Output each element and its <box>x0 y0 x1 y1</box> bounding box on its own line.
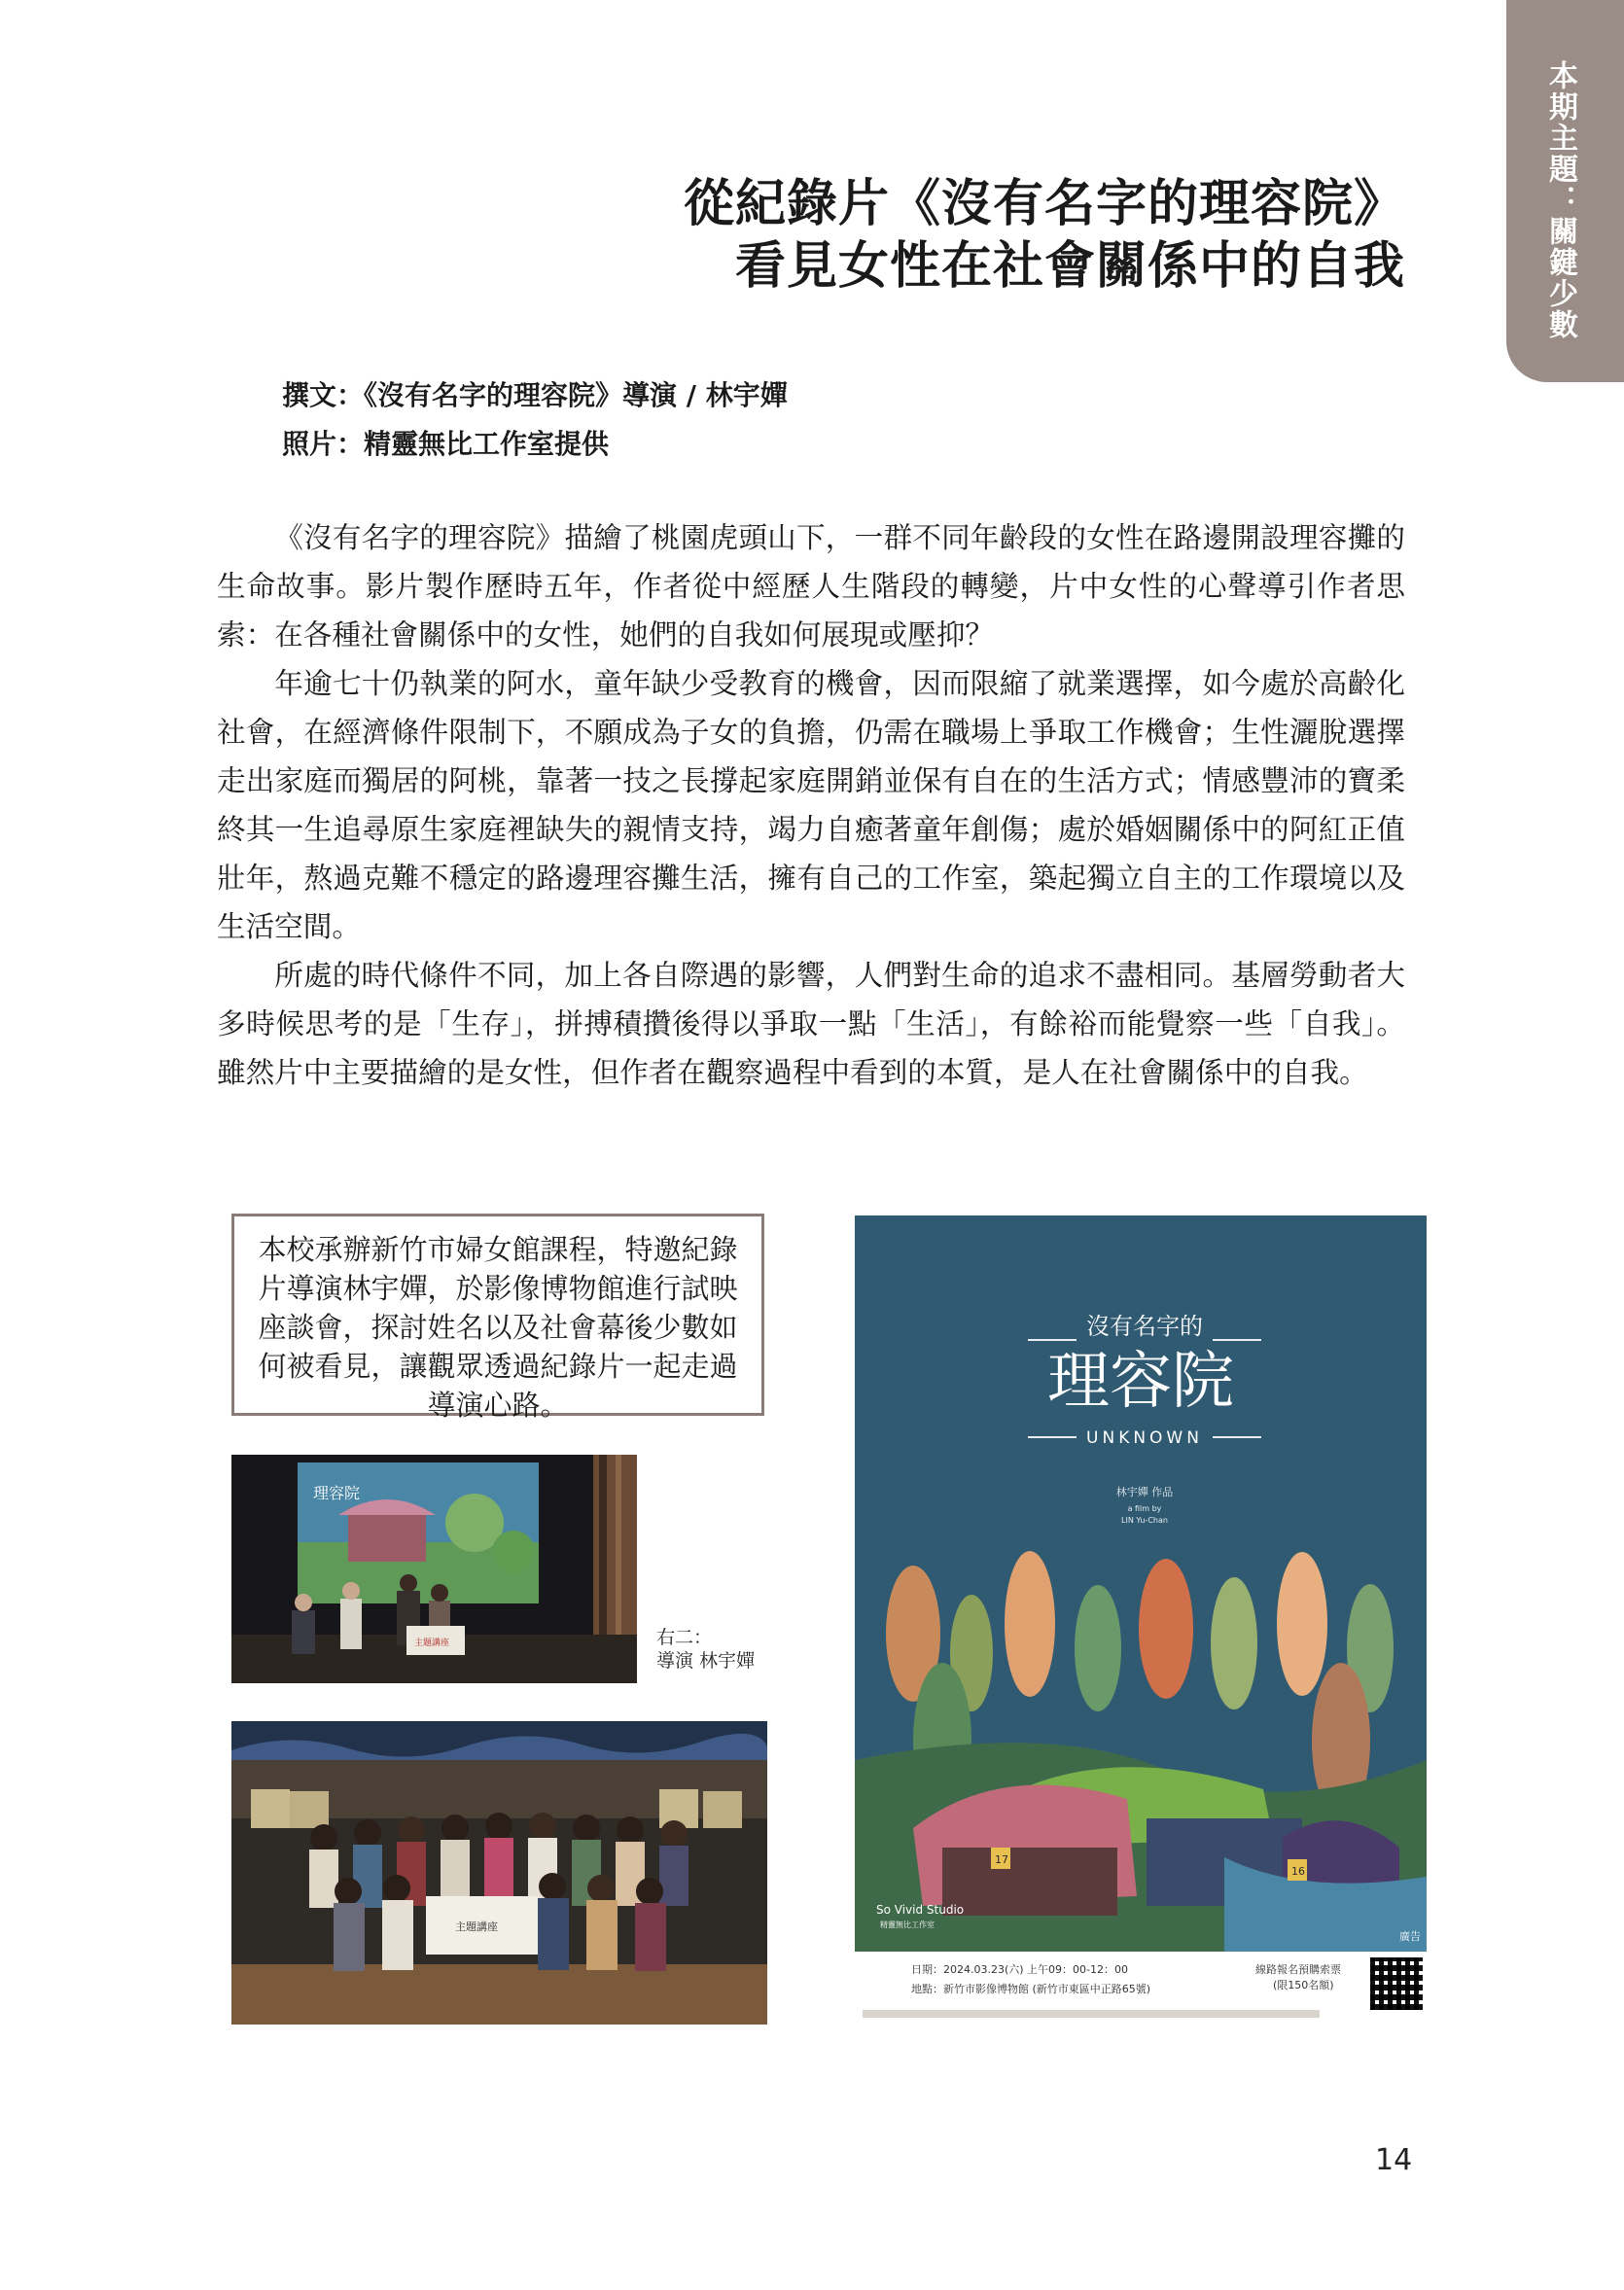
poster-subtitle: UNKNOWN <box>1086 1428 1203 1448</box>
poster-date: 日期：2024.03.23(六) 上午09：00-12：00 <box>911 1963 1129 1976</box>
paragraph: 年逾七十仍執業的阿水，童年缺少受教育的機會，因而限縮了就業選擇，如今處於高齡化社會，在經濟條件限制下，不願成為子女的負擔，仍需在職場上爭取工作機會；生性灑脫選擇走出家庭而獨居的阿桃，靠著一技之長撐起家庭開銷並保有自在的生活方式；情感豐沛的寶柔終其一生追尋原生家庭裡缺失的親情支持，竭力自癒著童年創傷；處於婚姻關係中的阿紅正值壯年，熬過克難不穩定的路邊理容攤生活，擁有自己的工作室，築起獨立自主的工作環境以及生活空間。 <box>217 667 1405 943</box>
poster-location: 地點：新竹市影像博物館 (新竹市東區中正路65號) <box>911 1983 1151 1995</box>
page-number: 14 <box>1375 2143 1413 2177</box>
screening-photo-image <box>231 1455 637 1683</box>
poster-limit: (限150名額) <box>1273 1979 1334 1991</box>
group-photo <box>231 1721 767 2025</box>
poster-title-large: 理容院 <box>1047 1346 1234 1418</box>
title-line-2: 看見女性在社會關係中的自我 <box>734 237 1405 296</box>
photo-caption <box>656 1626 755 1673</box>
byline <box>282 371 788 469</box>
group-photo-image <box>231 1721 767 2025</box>
screening-photo <box>231 1455 637 1683</box>
poster-studio: So Vivid Studio <box>876 1903 965 1917</box>
article-body <box>217 513 1405 1097</box>
qr-code-icon <box>1370 1957 1423 2010</box>
poster-credit-1: a film by <box>1127 1504 1162 1513</box>
poster-info-strip <box>855 1952 1427 2029</box>
article-title <box>684 173 1405 298</box>
paragraph: 所處的時代條件不同，加上各自際遇的影響，人們對生命的追求不盡相同。基層勞動者大多時候思考的是「生存」，拼搏積攢後得以爭取一點「生活」，有餘裕而能覺察一些「自我」。雖然片中主要描繪的是女性，但作者在觀察過程中看到的本質，是人在社會關係中的自我。 <box>217 959 1405 1089</box>
film-poster <box>855 1215 1427 1952</box>
poster-studio-sub: 精靈無比工作室 <box>880 1920 935 1929</box>
poster-registration: 線路報名預購索票 <box>1255 1963 1341 1976</box>
title-line-1: 從紀錄片《沒有名字的理容院》 <box>683 175 1405 233</box>
paragraph: 《沒有名字的理容院》描繪了桃園虎頭山下，一群不同年齡段的女性在路邊開設理容攤的生命故事。影片製作歷時五年，作者從中經歷人生階段的轉變，片中女性的心聲導引作者思索：在各種社會關係中的女性，她們的自我如何展現或壓抑？ <box>217 521 1405 652</box>
photo-credit: 照片：精靈無比工作室提供 <box>282 428 610 460</box>
author-credit: 撰文：《沒有名字的理容院》導演 / 林宇嬋 <box>282 379 788 411</box>
panel-sign-text: 主題講座 <box>414 1638 450 1648</box>
poster-image <box>855 1215 1427 1952</box>
photo-caption-line-1: 右二： <box>656 1627 713 1648</box>
group-sign-text: 主題講座 <box>455 1920 498 1933</box>
poster-credit-2: LIN Yu-Chan <box>1121 1516 1168 1525</box>
photo-caption-line-2: 導演 林宇嬋 <box>656 1650 756 1672</box>
sponsor-strip <box>863 2010 1320 2018</box>
tent-number: 17 <box>995 1853 1008 1866</box>
tent-number: 16 <box>1291 1865 1305 1878</box>
poster-ad-label: 廣告 <box>1399 1930 1421 1943</box>
poster-title-small: 沒有名字的 <box>1086 1313 1203 1340</box>
screen-title: 理容院 <box>313 1484 361 1502</box>
caption-box: 本校承辦新竹市婦女館課程，特邀紀錄片導演林宇嬋，於影像博物館進行試映座談會，探討姓名以及社會幕後少數如何被看見，讓觀眾透過紀錄片一起走過導演心路。 <box>231 1214 764 1416</box>
poster-director: 林宇嬋 作品 <box>1115 1486 1174 1498</box>
section-tab-label: 本期主題：關鍵少數 <box>1543 60 1577 340</box>
